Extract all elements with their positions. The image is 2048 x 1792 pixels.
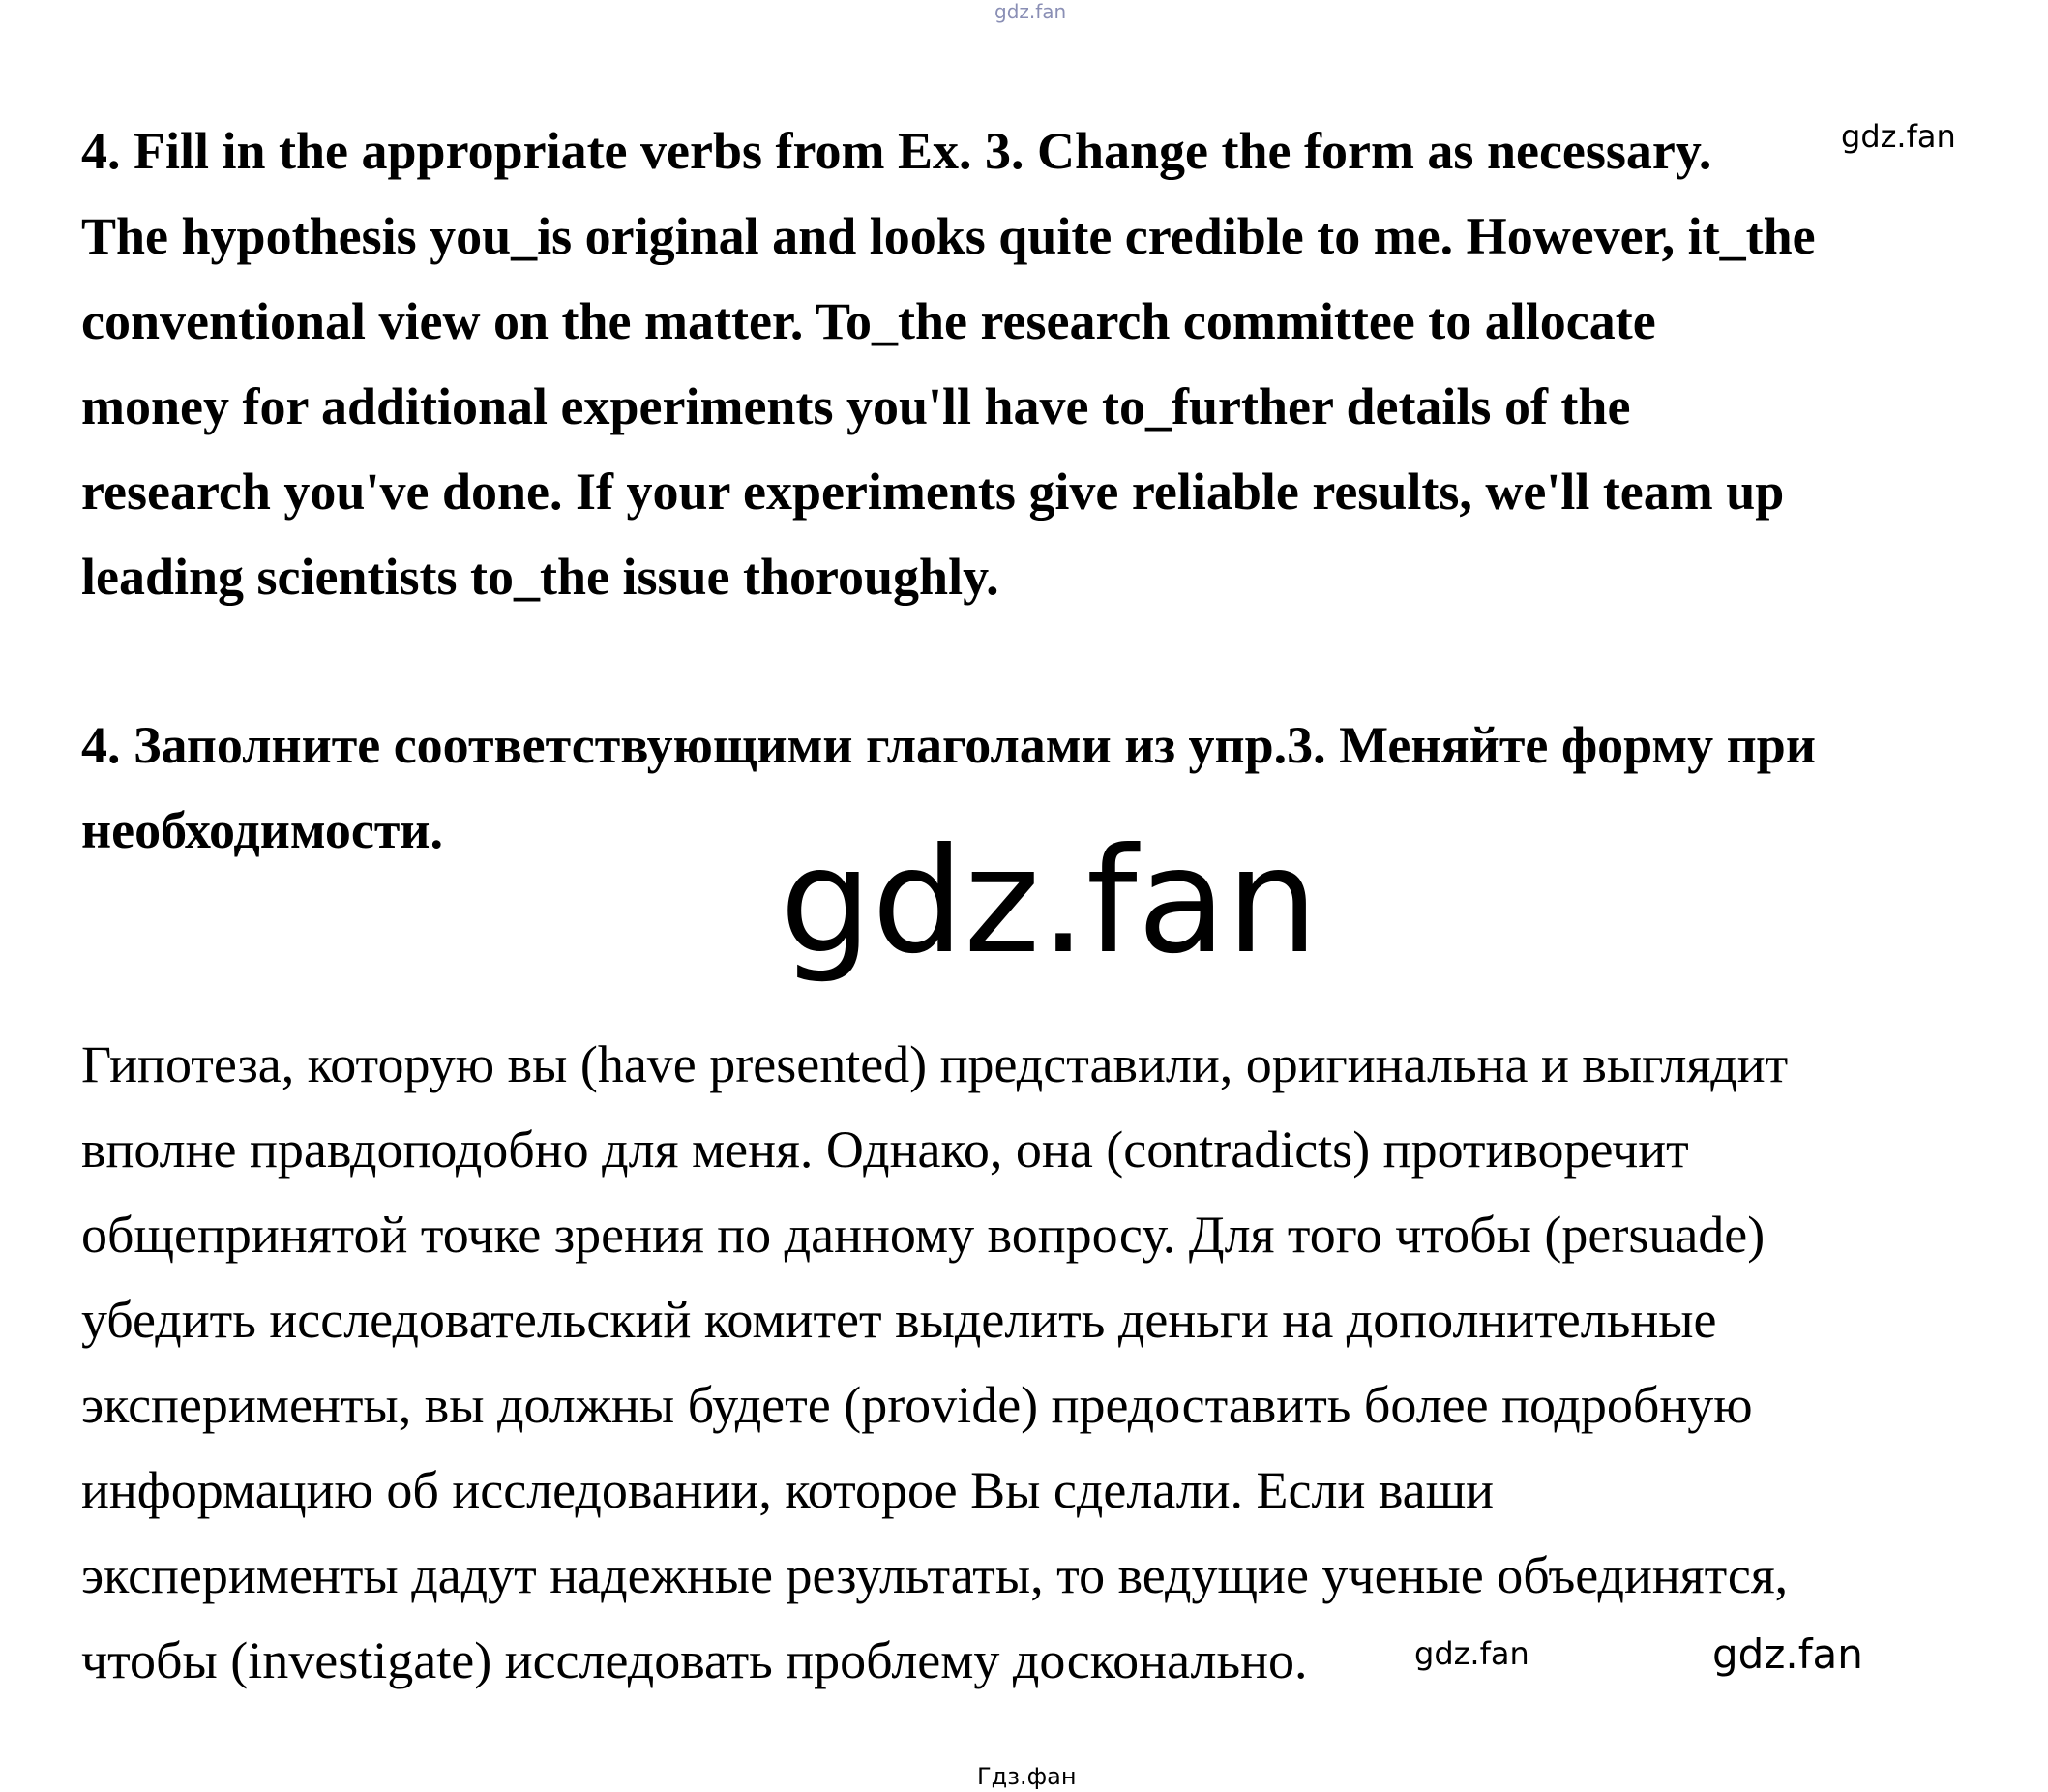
watermark-superscript: gdz.fan bbox=[1414, 1635, 1529, 1672]
watermark-right: gdz.fan bbox=[1712, 1630, 1863, 1678]
russian-answer-text bbox=[81, 1022, 2006, 1703]
watermark-center-large: gdz.fan bbox=[780, 818, 1319, 986]
russian-answer-line: вполне правдоподобно для меня. Однако, она (contradicts) противоречит bbox=[81, 1120, 1689, 1179]
russian-answer-line: чтобы (investigate) исследовать проблему досконально. bbox=[81, 1631, 1308, 1689]
russian-answer-line: эксперименты дадут надежные результаты, то ведущие ученые объединятся, bbox=[81, 1546, 1789, 1604]
russian-answer-line: информацию об исследовании, которое Вы сделали. Если ваши bbox=[81, 1461, 1495, 1519]
russian-answer-line: эксперименты, вы должны будете (provide) предоставить более подробную bbox=[81, 1376, 1753, 1434]
english-task-line: The hypothesis you_is original and looks quite credible to me. However, it_the bbox=[81, 207, 1816, 265]
english-task-text bbox=[81, 108, 2006, 619]
watermark-top: gdz.fan bbox=[994, 0, 1067, 23]
russian-heading-line: 4. Заполните соответствующими глаголами из упр.3. Меняйте форму при bbox=[81, 716, 1816, 774]
english-task-line: leading scientists to_the issue thoroughly. bbox=[81, 548, 999, 606]
russian-answer-line: Гипотеза, которую вы (have presented) представили, оригинальна и выглядит bbox=[81, 1035, 1789, 1093]
watermark-superscript: gdz.fan bbox=[1841, 118, 1956, 155]
watermark-bottom: Гдз.фан bbox=[977, 1763, 1077, 1790]
russian-heading-line: необходимости. bbox=[81, 801, 444, 859]
russian-answer-line: убедить исследовательский комитет выделить деньги на дополнительные bbox=[81, 1291, 1717, 1349]
english-task-line: research you've done. If your experiments give reliable results, we'll team up bbox=[81, 463, 1785, 521]
english-task-line: money for additional experiments you'll have to_further details of the bbox=[81, 377, 1631, 435]
english-task-line: 4. Fill in the appropriate verbs from Ex. 3. Change the form as necessary. bbox=[81, 122, 1712, 180]
english-task-line: conventional view on the matter. To_the research committee to allocate bbox=[81, 292, 1656, 350]
russian-answer-line: общепринятой точке зрения по данному вопросу. Для того чтобы (persuade) bbox=[81, 1206, 1766, 1264]
